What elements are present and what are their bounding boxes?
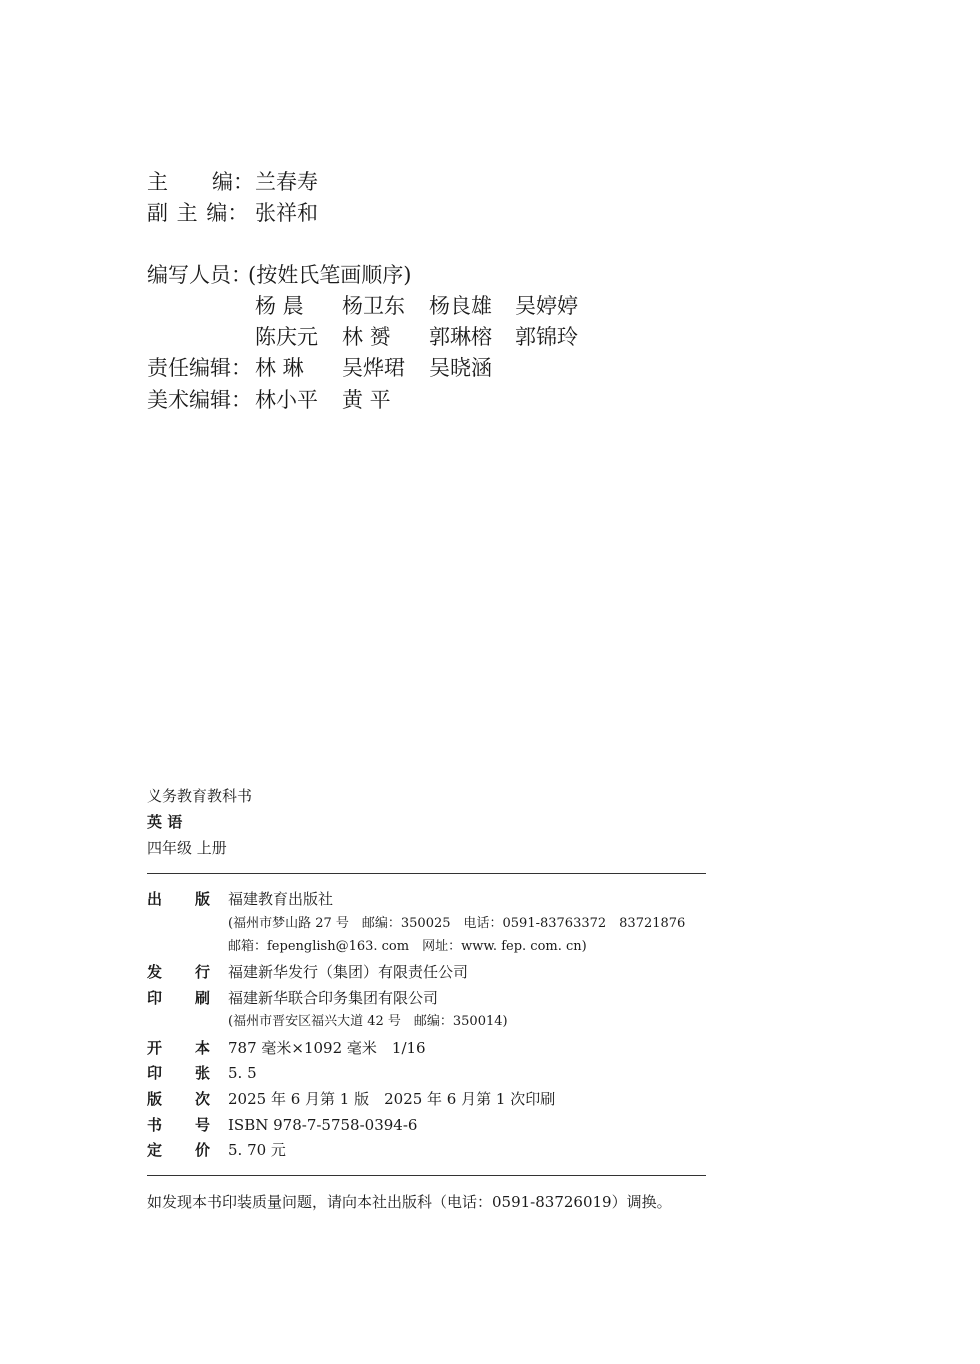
art-editors-label: 美术编辑：: [147, 388, 252, 412]
book-series: 义务教育教科书: [147, 787, 253, 805]
format-label-b: 本: [195, 1039, 211, 1057]
printer-value: 福建新华联合印务集团有限公司: [228, 989, 439, 1007]
deputy-editor-label: 副 主 编：: [147, 201, 249, 225]
art-editor-name: 黄 平: [342, 388, 391, 412]
distributor-label-a: 发: [147, 963, 163, 981]
writer-name: 杨 晨: [255, 294, 304, 318]
bottom-divider: [147, 1175, 706, 1176]
deputy-editor-value: 张祥和: [255, 201, 318, 225]
publisher-label-b: 版: [195, 890, 211, 908]
sheets-label-a: 印: [147, 1064, 163, 1082]
edition-value: 2025 年 6 月第 1 版 2025 年 6 月第 1 次印刷: [228, 1090, 556, 1108]
art-editor-name: 林小平: [255, 388, 318, 412]
writer-name: 陈庆元: [255, 325, 318, 349]
writer-name: 吴婷婷: [515, 294, 578, 318]
distributor-value: 福建新华发行（集团）有限责任公司: [228, 963, 469, 981]
book-grade: 四年级 上册: [147, 839, 227, 857]
publisher-address: (福州市梦山路 27 号 邮编：350025 电话：0591-83763372 83721876: [228, 916, 686, 931]
price-label-a: 定: [147, 1141, 163, 1159]
chief-editor-value: 兰春寿: [255, 170, 318, 194]
isbn-label-a: 书: [147, 1116, 163, 1134]
edition-label-b: 次: [195, 1090, 211, 1108]
writer-name: 郭锦玲: [515, 325, 578, 349]
edition-label-a: 版: [147, 1090, 163, 1108]
sheets-value: 5. 5: [228, 1064, 257, 1082]
format-value: 787 毫米×1092 毫米 1/16: [228, 1039, 426, 1057]
writer-name: 杨卫东: [342, 294, 405, 318]
writer-name: 郭琳榕: [429, 325, 492, 349]
chief-editor-label-b: 编：: [212, 170, 254, 194]
responsible-editor-name: 吴晓涵: [429, 356, 492, 380]
sheets-label-b: 张: [195, 1064, 211, 1082]
isbn-label-b: 号: [195, 1116, 211, 1134]
quality-notice: 如发现本书印装质量问题，请向本社出版科（电话：0591-83726019）调换。: [147, 1193, 672, 1211]
price-label-b: 价: [195, 1141, 211, 1159]
chief-editor-label-a: 主: [147, 170, 168, 194]
responsible-editors-label: 责任编辑：: [147, 356, 252, 380]
distributor-label-b: 行: [195, 963, 211, 981]
format-label-a: 开: [147, 1039, 163, 1057]
printer-label-b: 刷: [195, 989, 211, 1007]
printer-label-a: 印: [147, 989, 163, 1007]
publisher-contact: 邮箱：fepenglish@163. com 网址：www. fep. com. cn): [228, 939, 587, 954]
printer-address: (福州市晋安区福兴大道 42 号 邮编：350014): [228, 1014, 508, 1029]
responsible-editor-name: 林 琳: [255, 356, 304, 380]
writer-name: 林 赟: [342, 325, 391, 349]
responsible-editor-name: 吴烨珺: [342, 356, 405, 380]
book-subject: 英 语: [147, 813, 183, 831]
writer-name: 杨良雄: [429, 294, 492, 318]
writers-note: (按姓氏笔画顺序): [248, 263, 412, 287]
writers-label: 编写人员：: [147, 263, 252, 287]
top-divider: [147, 873, 706, 874]
publisher-value: 福建教育出版社: [228, 890, 334, 908]
publisher-label-a: 出: [147, 890, 163, 908]
price-value: 5. 70 元: [228, 1141, 286, 1159]
isbn-value: ISBN 978-7-5758-0394-6: [228, 1116, 418, 1134]
